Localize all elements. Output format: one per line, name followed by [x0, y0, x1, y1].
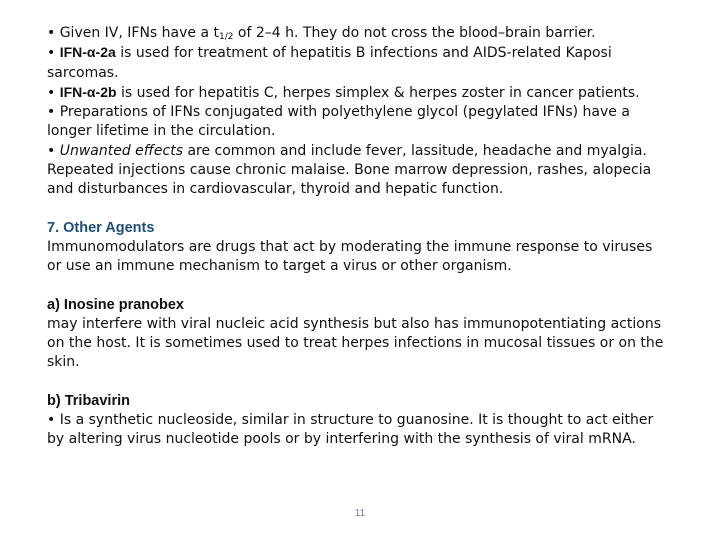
bullet-unwanted-effects-text: are common and include fever, lassitude, headache and myalgia. Repeated injections cause chronic malaise. Bone marrow depression, rashes, alopecia and disturbances in cardiovascular, thyroid and hepatic function. [47, 142, 652, 198]
term-ifn-alpha-2b: IFN-α-2b [59, 83, 117, 100]
section-other-agents-body: Immunomodulators are drugs that act by moderating the immune response to viruses or use an immune mechanism to target a virus or other organism. [47, 238, 653, 275]
term-unwanted-effects: Unwanted effects [59, 142, 183, 159]
section-heading-other-agents: 7. Other Agents [47, 219, 155, 236]
bullet-half-life-text-rest: of 2–4 h. They do not cross the blood–brain barrier. [233, 25, 596, 41]
bullet-ifn-alpha-2a-text: is used for treatment of hepatitis B infections and AIDS-related Kaposi sarcomas. [47, 45, 612, 81]
bullet-mark: • [47, 142, 60, 159]
half-life-subscript: 1/2 [219, 32, 234, 42]
bullet-pegylated: • Preparations of IFNs conjugated with polyethylene glycol (pegylated IFNs) have a longer lifetime in the circulation. [47, 104, 630, 140]
document-body [47, 24, 667, 450]
bullet-ifn-alpha-2a [47, 43, 667, 83]
bullet-half-life [47, 24, 667, 43]
tribavirin-body: • Is a synthetic nucleoside, similar in structure to guanosine. It is thought to act either by altering virus nucleotide pools or by interfering with the synthesis of viral mRNA. [47, 412, 654, 448]
subheading-tribavirin: b) Tribavirin [47, 392, 130, 409]
spacer [47, 373, 667, 392]
term-ifn-alpha-2a: IFN-α-2a [59, 44, 116, 61]
bullet-unwanted-effects [47, 142, 667, 200]
subheading-inosine-pranobex: a) Inosine pranobex [47, 296, 184, 313]
bullet-ifn-alpha-2b [47, 83, 667, 103]
inosine-pranobex-body: may interfere with viral nucleic acid synthesis but also has immunopotentiating actions on the host. It is sometimes used to treat herpes infections in mucosal tissues or on the skin. [47, 315, 664, 371]
spacer [47, 200, 667, 219]
bullet-half-life-text: • Given IV, IFNs have a t [47, 25, 219, 41]
spacer [47, 277, 667, 296]
page-number: 11 [354, 508, 366, 519]
bullet-mark: • [47, 84, 60, 101]
bullet-ifn-alpha-2b-text: is used for hepatitis C, herpes simplex & herpes zoster in cancer patients. [116, 84, 640, 101]
bullet-mark: • [47, 45, 60, 62]
